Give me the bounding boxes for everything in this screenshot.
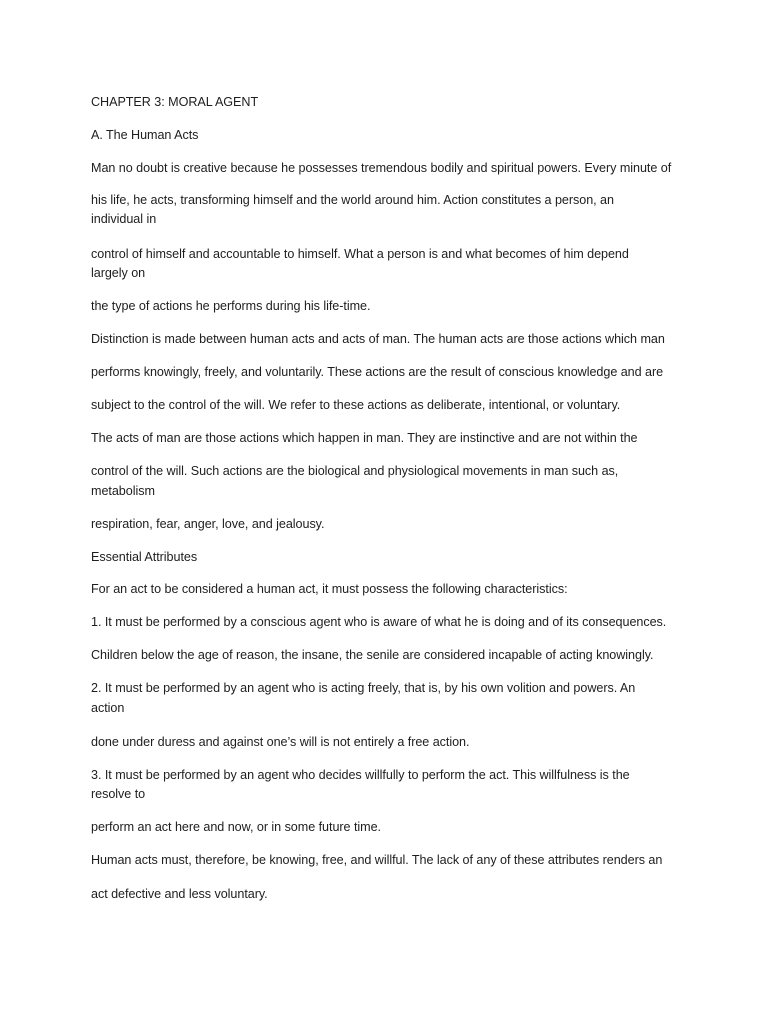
text-line: Man no doubt is creative because he possesses tremendous bodily and spiritual powers. Every minute of — [91, 161, 672, 175]
text-line: his life, he acts, transforming himself and the world around him. Action constitutes a person, an — [91, 193, 614, 207]
list-item: 1. It must be performed by a conscious agent who is aware of what he is doing and of its consequences. — [91, 615, 667, 629]
text-line: resolve to — [91, 787, 146, 801]
text-line: performs knowingly, freely, and voluntarily. These actions are the result of conscious knowledge and are — [91, 365, 664, 379]
text-line: perform an act here and now, or in some future time. — [91, 820, 382, 834]
text-line: respiration, fear, anger, love, and jealousy. — [91, 517, 325, 531]
text-line: subject to the control of the will. We refer to these actions as deliberate, intentional, or voluntary. — [91, 398, 621, 412]
text-line: control of himself and accountable to himself. What a person is and what becomes of him depend — [91, 247, 629, 261]
text-line: Children below the age of reason, the insane, the senile are considered incapable of acting knowingly. — [91, 648, 654, 662]
text-line: act defective and less voluntary. — [91, 887, 268, 901]
text-line: control of the will. Such actions are the biological and physiological movements in man such as, — [91, 464, 619, 478]
section-heading: Essential Attributes — [91, 550, 198, 564]
section-heading: A. The Human Acts — [91, 128, 199, 142]
chapter-heading: CHAPTER 3: MORAL AGENT — [91, 95, 259, 109]
text-line: For an act to be considered a human act, it must possess the following characteristics: — [91, 582, 568, 596]
text-line: Distinction is made between human acts and acts of man. The human acts are those actions which man — [91, 332, 665, 346]
text-line: the type of actions he performs during his life-time. — [91, 299, 371, 313]
text-line: individual in — [91, 212, 157, 226]
text-line: metabolism — [91, 484, 155, 498]
list-item: 2. It must be performed by an agent who is acting freely, that is, by his own volition and powers. An — [91, 681, 636, 695]
text-line: largely on — [91, 266, 146, 280]
text-line: action — [91, 701, 125, 715]
text-line: The acts of man are those actions which happen in man. They are instinctive and are not within the — [91, 431, 638, 445]
list-item: 3. It must be performed by an agent who decides willfully to perform the act. This willfulness is the — [91, 768, 630, 782]
text-line: done under duress and against one’s will is not entirely a free action. — [91, 735, 470, 749]
text-line: Human acts must, therefore, be knowing, free, and willful. The lack of any of these attributes renders an — [91, 853, 663, 867]
